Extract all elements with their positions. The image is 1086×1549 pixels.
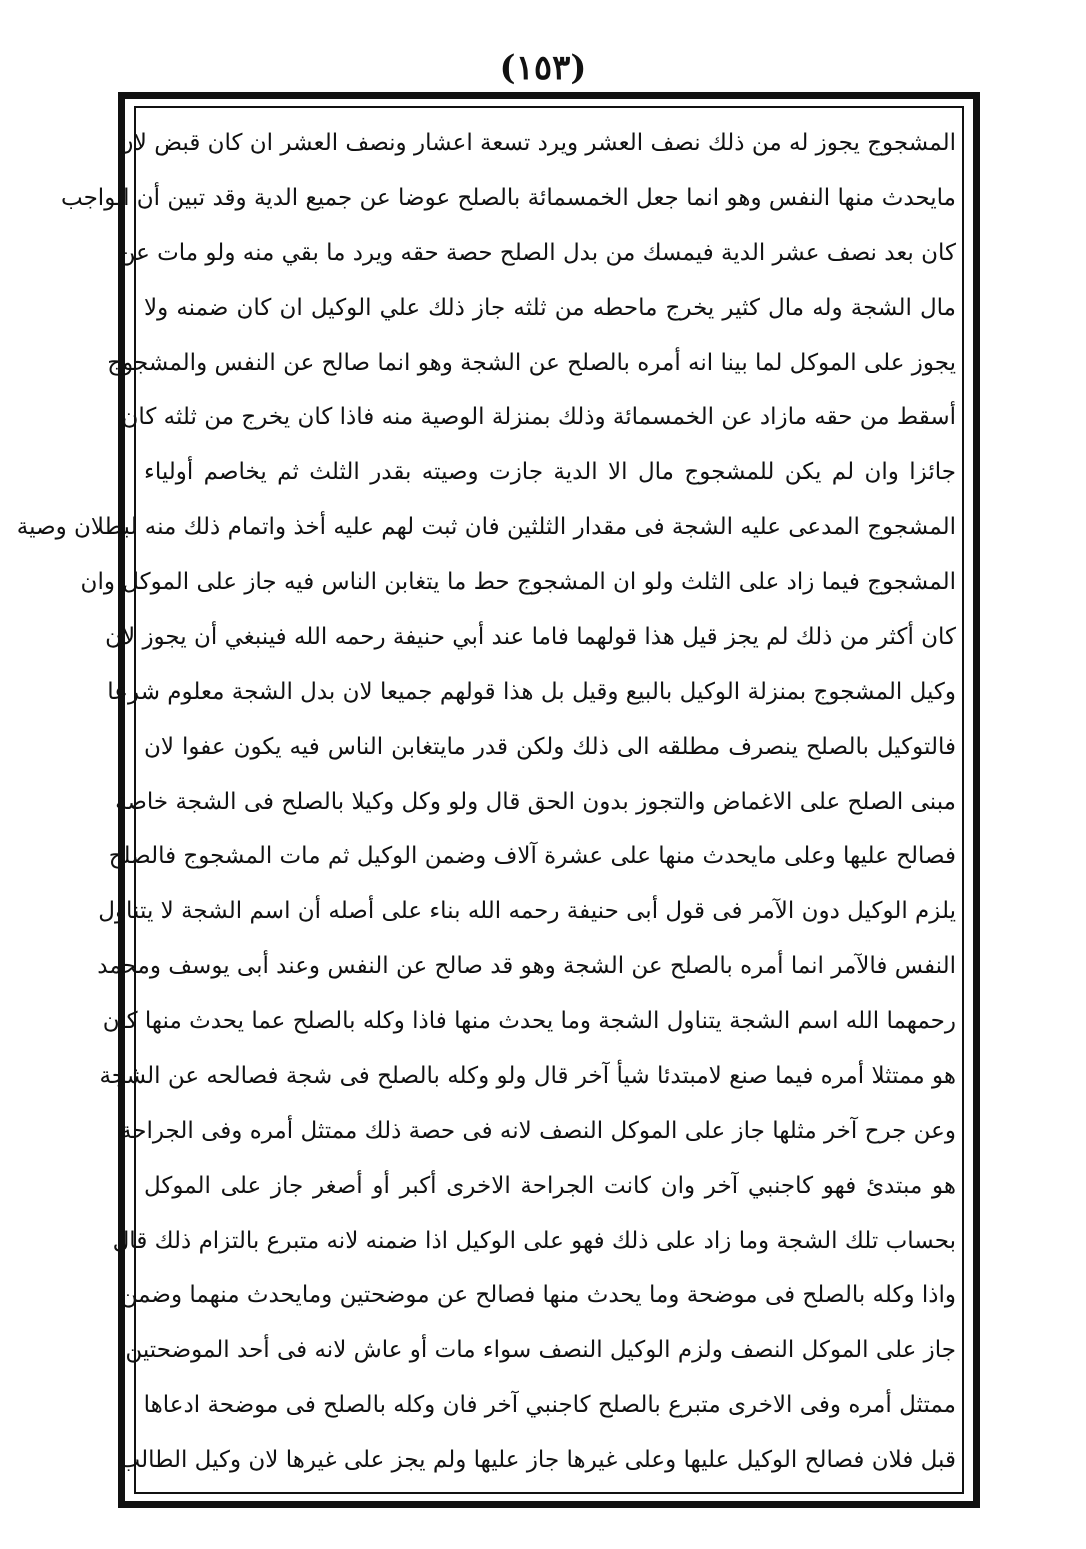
text-line: كان بعد نصف عشر الدية فيمسك من بدل الصلح حصة حقه ويرد ما بقي منه ولو مات عن <box>118 239 956 266</box>
text-line: كان أكثر من ذلك لم يجز قيل هذا قولهما فاما عند أبي حنيفة رحمه الله فينبغي أن يجوز لان <box>105 623 956 650</box>
text-line: قبل فلان فصالح الوكيل عليها وعلى غيرها جاز عليها ولم يجز على غيرها لان وكيل الطالب <box>118 1447 956 1473</box>
text-line: واذا وكله بالصلح فى موضحة وما يحدث منها فصالح عن موضحتين ومايحدث منهما وضمن <box>120 1282 956 1309</box>
text-line: وعن جرح آخر مثلها جاز على الموكل النصف لانه فى حصة ذلك ممتثل أمره وفى الجراحة <box>119 1117 956 1144</box>
text-line: ممتثل أمره وفى الاخرى متبرع بالصلح كاجنبي آخر فان وكله بالصلح فى موضحة ادعاها <box>143 1392 956 1419</box>
text-line: فالتوكيل بالصلح ينصرف مطلقه الى ذلك ولكن قدر مايتغابن الناس فيه يكون عفوا لان <box>144 733 956 760</box>
page-number: (١٥٣) <box>499 48 587 88</box>
main-text-block <box>16 116 956 1488</box>
text-line: يجوز على الموكل لما بينا انه أمره بالصلح عن الشجة وهو انما صالح عن النفس والمشجوج <box>107 349 956 376</box>
text-line: أسقط من حقه مازاد عن الخمسمائة وذلك بمنزلة الوصية منه فاذا كان يخرج من ثلثه كان <box>121 404 956 431</box>
text-line: وكيل المشجوج بمنزلة الوكيل بالبيع وقيل بل هذا قولهم جميعا لان بدل الشجة معلوم شرعا <box>107 678 956 705</box>
text-line: هو ممتثلا أمره فيما صنع لامبتدئا شيأ آخر قال ولو وكله بالصلح فى شجة فصالحه عن الشجة <box>99 1062 956 1089</box>
text-line: المشجوج يجوز له من ذلك نصف العشر ويرد تسعة اعشار ونصف العشر ان كان قبض لان <box>116 130 956 156</box>
text-line: المشجوج المدعى عليه الشجة فى مقدار الثلثين فان ثبت لهم عليه أخذ واتمام ذلك منه لبطلان وصية <box>16 514 956 541</box>
text-line: هو مبتدئ فهو كاجنبي آخر وان كانت الجراحة الاخرى أكبر أو أصغر جاز على الموكل <box>144 1172 956 1199</box>
text-line: يلزم الوكيل دون الآمر فى قول أبى حنيفة رحمه الله بناء على أصله أن اسم الشجة لا يتناول <box>98 898 956 925</box>
text-line: بحساب تلك الشجة وما زاد على ذلك فهو على الوكيل اذا ضمنه لانه متبرع بالتزام ذلك قال <box>112 1227 956 1254</box>
text-line: مبنى الصلح على الاغماض والتجوز بدون الحق قال ولو وكل وكيلا بالصلح فى الشجة خاصة <box>115 788 956 815</box>
text-line: جاز على الموكل النصف ولزم الوكيل النصف سواء مات أو عاش لانه فى أحد الموضحتين <box>125 1337 956 1364</box>
text-line: رحمهما الله اسم الشجة يتناول الشجة وما يحدث منها فاذا وكله بالصلح عما يحدث منها كان <box>102 1008 956 1034</box>
text-line: المشجوج فيما زاد على الثلث ولو ان المشجوج حط ما يتغابن الناس فيه جاز على الموكل وان <box>80 569 956 595</box>
text-line: مال الشجة وله مال كثير يخرج ماحطه من ثلثه جاز ذلك علي الوكيل ان كان ضمنه ولا <box>144 294 956 321</box>
text-line: فصالح عليها وعلى مايحدث منها على عشرة آلاف وضمن الوكيل ثم مات المشجوج فالصلح <box>108 843 956 870</box>
text-line: النفس فالآمر انما أمره بالصلح عن الشجة وهو قد صالح عن النفس وعند أبى يوسف ومحمد <box>97 953 956 980</box>
text-line: مايحدث منها النفس وهو انما جعل الخمسمائة بالصلح عوضا عن جميع الدية وقد تبين أن الواجب <box>61 184 956 211</box>
text-line: جائزا وان لم يكن للمشجوج مال الا الدية جازت وصيته بقدر الثلث ثم يخاصم أولياء <box>144 459 956 486</box>
